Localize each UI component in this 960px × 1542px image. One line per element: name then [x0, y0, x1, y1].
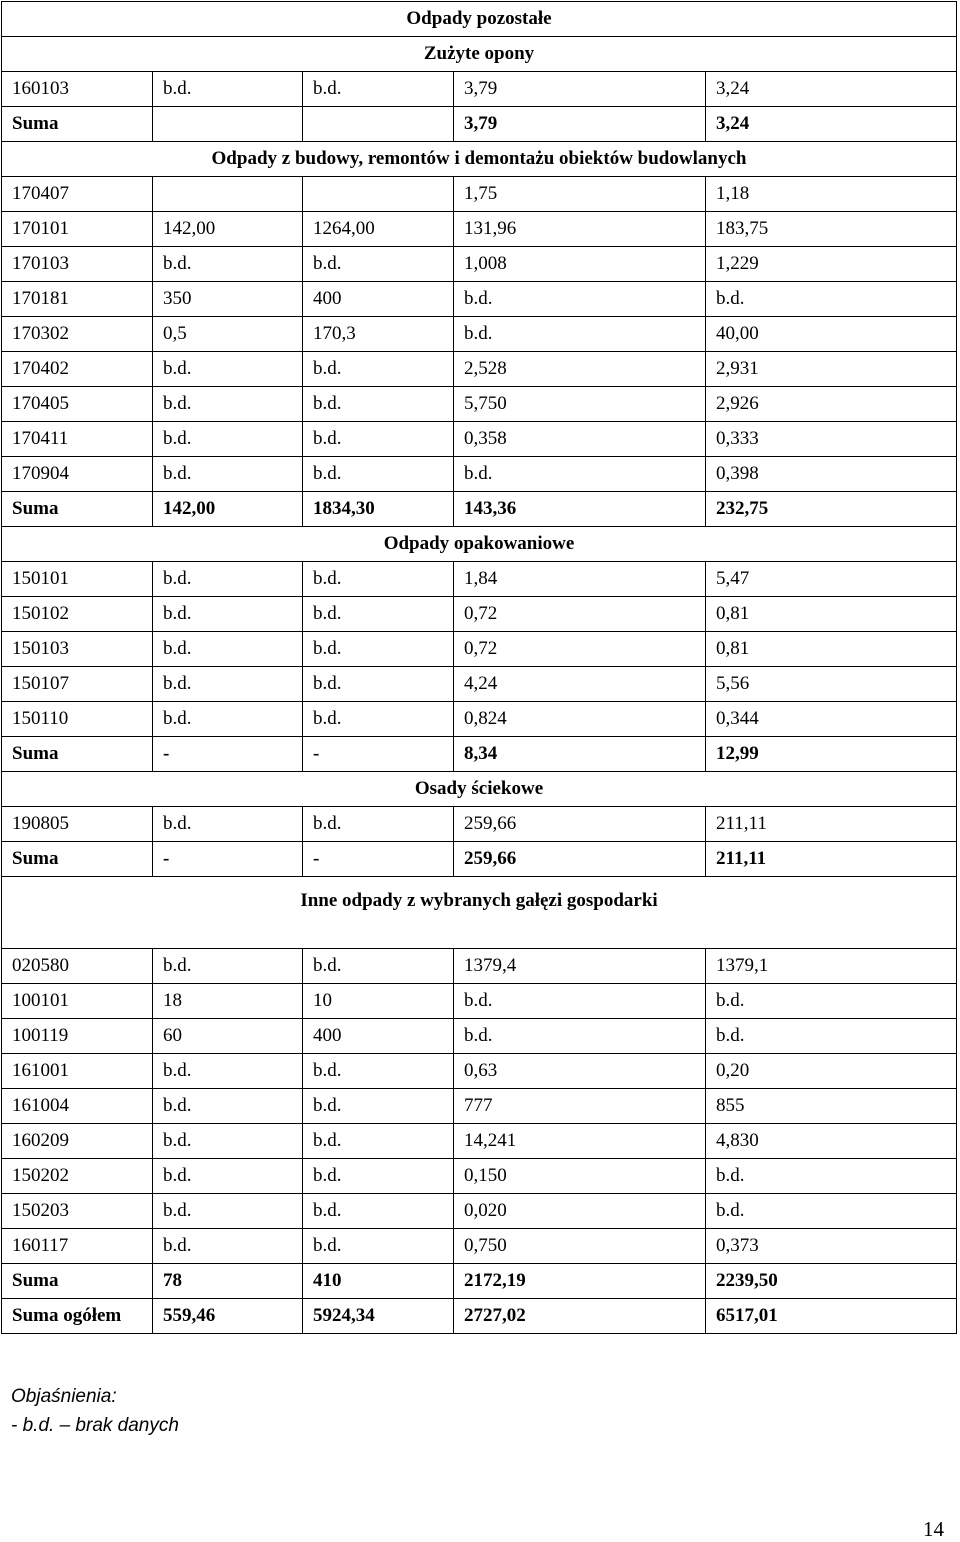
value-cell: 400	[303, 1019, 454, 1054]
value-cell: 410	[303, 1264, 454, 1299]
data-row	[2, 632, 957, 667]
sum-label-cell: Suma	[2, 842, 153, 877]
section-title: Zużyte opony	[2, 37, 957, 72]
value-cell: -	[153, 737, 303, 772]
value-cell: b.d.	[153, 949, 303, 984]
value-cell: 0,72	[454, 632, 706, 667]
waste-code-cell: 150103	[2, 632, 153, 667]
sum-label-cell: Suma	[2, 492, 153, 527]
value-cell: 3,24	[706, 72, 957, 107]
value-cell: b.d.	[153, 1194, 303, 1229]
value-cell: 0,81	[706, 632, 957, 667]
waste-code-cell: 161004	[2, 1089, 153, 1124]
value-cell	[153, 107, 303, 142]
value-cell: b.d.	[454, 1019, 706, 1054]
value-cell: 2,926	[706, 387, 957, 422]
value-cell: b.d.	[153, 1229, 303, 1264]
value-cell: 232,75	[706, 492, 957, 527]
value-cell: b.d.	[303, 667, 454, 702]
value-cell: 0,20	[706, 1054, 957, 1089]
waste-code-cell: 150202	[2, 1159, 153, 1194]
waste-code-cell: 170181	[2, 282, 153, 317]
sum-row	[2, 842, 957, 877]
value-cell: b.d.	[153, 457, 303, 492]
value-cell: 1,18	[706, 177, 957, 212]
value-cell: 1,229	[706, 247, 957, 282]
waste-code-cell: 150107	[2, 667, 153, 702]
value-cell: b.d.	[303, 632, 454, 667]
table-body	[2, 2, 957, 1334]
value-cell: b.d.	[454, 317, 706, 352]
value-cell: 0,81	[706, 597, 957, 632]
waste-code-cell: 160117	[2, 1229, 153, 1264]
waste-data-table	[1, 1, 957, 1334]
value-cell: 170,3	[303, 317, 454, 352]
page-number: 14	[923, 1517, 944, 1541]
waste-code-cell: 170407	[2, 177, 153, 212]
waste-code-cell: 170103	[2, 247, 153, 282]
value-cell: 1834,30	[303, 492, 454, 527]
value-cell	[153, 177, 303, 212]
value-cell: b.d.	[303, 1229, 454, 1264]
sum-label-cell: Suma	[2, 737, 153, 772]
sum-label-cell: Suma	[2, 1264, 153, 1299]
value-cell: b.d.	[303, 1124, 454, 1159]
value-cell: b.d.	[153, 1124, 303, 1159]
value-cell: b.d.	[706, 1194, 957, 1229]
value-cell: 0,63	[454, 1054, 706, 1089]
value-cell: 142,00	[153, 492, 303, 527]
data-row	[2, 457, 957, 492]
data-row	[2, 667, 957, 702]
sum-label-cell: Suma ogółem	[2, 1299, 153, 1334]
value-cell: b.d.	[153, 1089, 303, 1124]
value-cell: b.d.	[303, 1054, 454, 1089]
value-cell: b.d.	[303, 562, 454, 597]
sum-row	[2, 1264, 957, 1299]
value-cell: 3,79	[454, 107, 706, 142]
waste-code-cell: 170101	[2, 212, 153, 247]
waste-code-cell: 160103	[2, 72, 153, 107]
value-cell: 0,824	[454, 702, 706, 737]
value-cell: 2239,50	[706, 1264, 957, 1299]
value-cell: b.d.	[706, 282, 957, 317]
value-cell: b.d.	[153, 632, 303, 667]
value-cell: 1,008	[454, 247, 706, 282]
value-cell: 259,66	[454, 842, 706, 877]
waste-code-cell: 020580	[2, 949, 153, 984]
value-cell: 5,56	[706, 667, 957, 702]
data-row	[2, 352, 957, 387]
value-cell: b.d.	[454, 457, 706, 492]
value-cell: b.d.	[454, 282, 706, 317]
waste-code-cell: 190805	[2, 807, 153, 842]
data-row	[2, 317, 957, 352]
data-row	[2, 282, 957, 317]
value-cell: 5,47	[706, 562, 957, 597]
section-title: Osady ściekowe	[2, 772, 957, 807]
value-cell: b.d.	[153, 352, 303, 387]
value-cell	[303, 177, 454, 212]
value-cell: 1,84	[454, 562, 706, 597]
data-row	[2, 1124, 957, 1159]
value-cell: 0,150	[454, 1159, 706, 1194]
grand-total-row	[2, 1299, 957, 1334]
value-cell: 14,241	[454, 1124, 706, 1159]
value-cell: 5924,34	[303, 1299, 454, 1334]
data-row	[2, 1229, 957, 1264]
value-cell: b.d.	[153, 387, 303, 422]
value-cell: 10	[303, 984, 454, 1019]
value-cell: 4,830	[706, 1124, 957, 1159]
section-title: Odpady z budowy, remontów i demontażu obiektów budowlanych	[2, 142, 957, 177]
value-cell: 0,72	[454, 597, 706, 632]
data-row	[2, 177, 957, 212]
value-cell: b.d.	[706, 984, 957, 1019]
data-row	[2, 1019, 957, 1054]
waste-code-cell: 170904	[2, 457, 153, 492]
value-cell: 2172,19	[454, 1264, 706, 1299]
value-cell: 211,11	[706, 807, 957, 842]
value-cell: 0,373	[706, 1229, 957, 1264]
value-cell: b.d.	[303, 387, 454, 422]
waste-code-cell: 150110	[2, 702, 153, 737]
value-cell: 350	[153, 282, 303, 317]
value-cell: -	[303, 842, 454, 877]
data-row	[2, 984, 957, 1019]
value-cell: 0,5	[153, 317, 303, 352]
data-row	[2, 1194, 957, 1229]
value-cell: b.d.	[706, 1159, 957, 1194]
data-row	[2, 72, 957, 107]
value-cell: b.d.	[153, 702, 303, 737]
data-row	[2, 387, 957, 422]
value-cell: -	[303, 737, 454, 772]
value-cell: 1264,00	[303, 212, 454, 247]
sum-label-cell: Suma	[2, 107, 153, 142]
data-row	[2, 562, 957, 597]
value-cell: b.d.	[303, 807, 454, 842]
data-row	[2, 949, 957, 984]
value-cell: b.d.	[303, 949, 454, 984]
value-cell: b.d.	[153, 597, 303, 632]
section-title-row	[2, 877, 957, 949]
data-row	[2, 247, 957, 282]
value-cell: 6517,01	[706, 1299, 957, 1334]
value-cell: b.d.	[303, 1159, 454, 1194]
value-cell: 1379,1	[706, 949, 957, 984]
section-title: Odpady opakowaniowe	[2, 527, 957, 562]
value-cell: b.d.	[303, 352, 454, 387]
value-cell: 1,75	[454, 177, 706, 212]
value-cell: 142,00	[153, 212, 303, 247]
value-cell: 0,398	[706, 457, 957, 492]
value-cell: 12,99	[706, 737, 957, 772]
value-cell: 5,750	[454, 387, 706, 422]
data-row	[2, 807, 957, 842]
waste-code-cell: 170302	[2, 317, 153, 352]
data-row	[2, 597, 957, 632]
value-cell: 0,750	[454, 1229, 706, 1264]
notes-line: - b.d. – brak danych	[11, 1415, 179, 1436]
value-cell: 3,79	[454, 72, 706, 107]
waste-code-cell: 100119	[2, 1019, 153, 1054]
value-cell: b.d.	[303, 702, 454, 737]
value-cell: 78	[153, 1264, 303, 1299]
value-cell: 40,00	[706, 317, 957, 352]
value-cell	[303, 107, 454, 142]
section-title-row	[2, 2, 957, 37]
notes-block	[11, 1382, 179, 1440]
value-cell: 855	[706, 1089, 957, 1124]
value-cell: 400	[303, 282, 454, 317]
waste-code-cell: 170405	[2, 387, 153, 422]
value-cell: 131,96	[454, 212, 706, 247]
section-title-row	[2, 527, 957, 562]
value-cell: 3,24	[706, 107, 957, 142]
waste-code-cell: 150203	[2, 1194, 153, 1229]
value-cell: 2,528	[454, 352, 706, 387]
value-cell: b.d.	[303, 1194, 454, 1229]
value-cell: 60	[153, 1019, 303, 1054]
data-row	[2, 1159, 957, 1194]
sum-row	[2, 737, 957, 772]
section-title: Inne odpady z wybranych gałęzi gospodarki	[2, 877, 957, 949]
value-cell: b.d.	[303, 1089, 454, 1124]
value-cell: b.d.	[303, 72, 454, 107]
value-cell: b.d.	[153, 562, 303, 597]
value-cell: 0,020	[454, 1194, 706, 1229]
value-cell: b.d.	[303, 422, 454, 457]
value-cell: -	[153, 842, 303, 877]
section-title: Odpady pozostałe	[2, 2, 957, 37]
sum-row	[2, 107, 957, 142]
value-cell: b.d.	[153, 1054, 303, 1089]
value-cell: 0,344	[706, 702, 957, 737]
section-title-row	[2, 142, 957, 177]
value-cell: 0,333	[706, 422, 957, 457]
waste-code-cell: 150102	[2, 597, 153, 632]
value-cell: 259,66	[454, 807, 706, 842]
value-cell: 183,75	[706, 212, 957, 247]
data-row	[2, 212, 957, 247]
value-cell: b.d.	[706, 1019, 957, 1054]
value-cell: 1379,4	[454, 949, 706, 984]
value-cell: b.d.	[153, 1159, 303, 1194]
value-cell: 143,36	[454, 492, 706, 527]
waste-code-cell: 160209	[2, 1124, 153, 1159]
section-title-row	[2, 37, 957, 72]
waste-code-cell: 100101	[2, 984, 153, 1019]
notes-heading: Objaśnienia:	[11, 1386, 117, 1407]
section-title-row	[2, 772, 957, 807]
value-cell: 2,931	[706, 352, 957, 387]
value-cell: 8,34	[454, 737, 706, 772]
value-cell: b.d.	[303, 457, 454, 492]
value-cell: 559,46	[153, 1299, 303, 1334]
data-row	[2, 422, 957, 457]
value-cell: b.d.	[303, 247, 454, 282]
value-cell: b.d.	[454, 984, 706, 1019]
value-cell: b.d.	[153, 667, 303, 702]
data-row	[2, 1054, 957, 1089]
sum-row	[2, 492, 957, 527]
value-cell: b.d.	[153, 247, 303, 282]
value-cell: 4,24	[454, 667, 706, 702]
value-cell: 18	[153, 984, 303, 1019]
value-cell: b.d.	[303, 597, 454, 632]
value-cell: 2727,02	[454, 1299, 706, 1334]
data-row	[2, 1089, 957, 1124]
waste-code-cell: 150101	[2, 562, 153, 597]
value-cell: 0,358	[454, 422, 706, 457]
value-cell: b.d.	[153, 807, 303, 842]
data-row	[2, 702, 957, 737]
waste-code-cell: 170402	[2, 352, 153, 387]
value-cell: 777	[454, 1089, 706, 1124]
value-cell: b.d.	[153, 72, 303, 107]
value-cell: 211,11	[706, 842, 957, 877]
waste-code-cell: 161001	[2, 1054, 153, 1089]
waste-code-cell: 170411	[2, 422, 153, 457]
value-cell: b.d.	[153, 422, 303, 457]
